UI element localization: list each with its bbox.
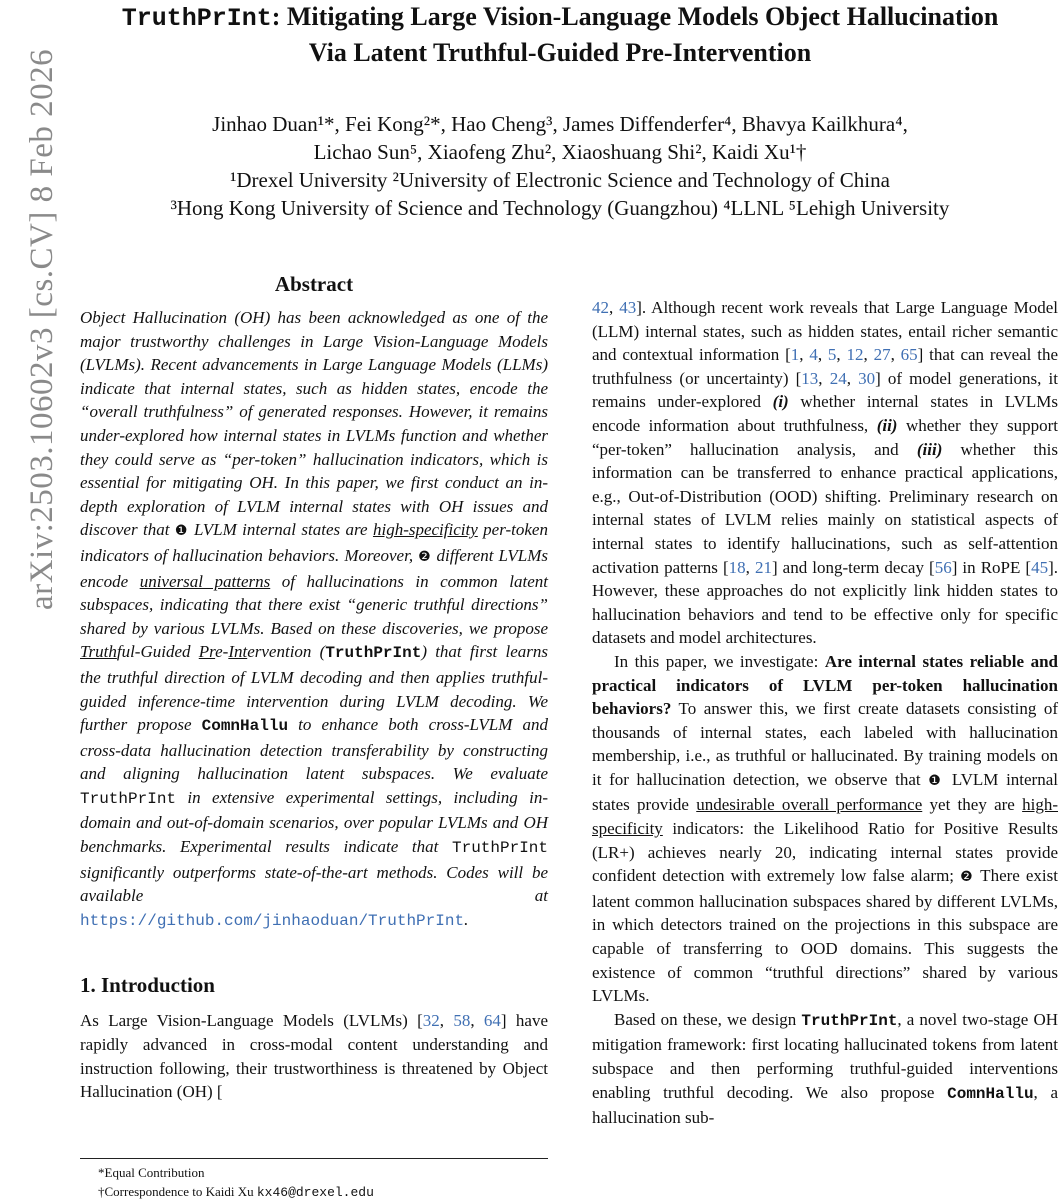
intro-text: ] in RoPE [ (951, 557, 1032, 577)
title-line2: Via Latent Truthful-Guided Pre-Intervention (308, 38, 812, 67)
footnote-correspondence (80, 1182, 548, 1200)
intro-text: ] of model generations, it remains under-explored (592, 368, 1058, 412)
arxiv-sidebar (0, 48, 60, 610)
abstract-text: ful-Guided (116, 642, 199, 662)
abstract-text: Object Hallucination (OH) has been acknowledged as one of the major trustworthy challenges in Large Vision-Language Models (LVLMs). Recent advancements in Large Language Models (LLMs) indicate that internal states, such as hidden states, encode the “overall truthfulness” of generated responses. However, it remains under-explored how internal states in LVLMs function and whether they could serve as “per-token” hallucination indicators, which is essential for mitigating OH. In this paper, we first conduct an in-depth exploration of LVLM internal states with OH issues and discover that (80, 308, 548, 540)
intro-text: yet they are (922, 795, 1023, 815)
enum-ii: (ii) (876, 415, 898, 435)
enum-i: (i) (772, 392, 789, 412)
underlined-term: Pr (198, 642, 216, 662)
intro-text: whether internal states in LVLMs encode information about truthfulness, (592, 392, 1058, 435)
intro-text: , a hallucination sub- (592, 1082, 1058, 1128)
citation-link[interactable]: 24 (829, 368, 847, 388)
intro-text: ] and long-term decay [ (771, 557, 935, 577)
abstract-text: LVLM internal states are (188, 520, 373, 540)
introduction-heading: 1. Introduction (80, 973, 215, 998)
bullet-one-icon: ❶ (174, 523, 189, 540)
paper-title (60, 0, 1060, 70)
abstract-text: of hallucinations in common latent subspaces, indicating that there exist “generic truthful directions” shared by various LVLMs. Based on these discoveries, we propose (80, 571, 548, 638)
title-line1: : Mitigating Large Vision-Language Models Object Hallucination (271, 2, 999, 31)
underlined-term: universal patterns (139, 571, 271, 591)
code-url-link[interactable]: https://github.com/jinhaoduan/TruthPrInt (80, 911, 465, 930)
citation-link[interactable]: 56 (934, 557, 952, 577)
intro-text: ]. However, these approaches do not explicitly link hidden states to hallucination behaviors and tend to be effective only for specific datasets and model architectures. (592, 557, 1059, 648)
comnhallu-name: ComnHallu (947, 1084, 1034, 1103)
intro-text: ] have rapidly advanced in cross-modal content understanding and instruction following, their trustworthiness is threatened by Object Hallucination (OH) [ (80, 1011, 548, 1102)
citation-link[interactable]: 43 (619, 298, 637, 317)
enum-iii: (iii) (916, 439, 943, 459)
intro-paragraph-2 (592, 650, 1058, 1008)
citation-link[interactable]: 21 (754, 557, 772, 577)
underlined-term: high-specificity (592, 795, 1059, 839)
intro-text: ]. Although recent work reveals that Large Language Model (LLM) internal states, such as hidden states, entail richer semantic and contextual information [ (592, 298, 1058, 365)
intro-text: whether they support “per-token” hallucination analysis, and (592, 415, 1058, 459)
intro-paragraph-1: 42, 43]. Although recent work reveals that Large Language Model (LLM) internal states, such as hidden states, entail richer semantic and contextual information [1, 4, 5, 12, 27, 65] that can reveal the truthfulness (or uncertainty) [13, 24, 30] of model generations, it remains under-explored (i) whether internal states in LVLMs encode information about truthfulness, (ii) whether they support “per-token” hallucination analysis, and (iii) whether this information can be transferred to enhance practical applications, e.g., Out-of-Distribution (OOD) shifting. Preliminary research on internal states of LVLM relies mainly on statistical aspects of internal states to identify hallucinations, such as self-attention activation patterns [18, 21] and long-term decay [56] in RoPE [45]. However, these approaches do not explicitly link hidden states to hallucination behaviors and tend to be effective only for specific datasets and model architectures. (592, 298, 1059, 648)
citation-link[interactable]: 30 (858, 368, 876, 388)
abstract-heading: Abstract (274, 272, 354, 296)
abstract-text: ) that first learns the truthful direction of LVLM decoding and then applies truthful-guided inference-time intervention during LVLM decoding. We further propose (80, 642, 549, 735)
abstract-text: significantly outperforms state-of-the-art methods. Codes will be available at (80, 862, 548, 906)
citation-link[interactable]: 12 (846, 345, 864, 365)
footnote-equal-contribution: *Equal Contribution (98, 1165, 205, 1180)
citation-link[interactable]: 27 (873, 345, 891, 365)
abstract-text: to enhance both cross-LVLM and cross-data hallucination detection transferability by constructing and aligning hallucination latent subspaces. We evaluate (80, 715, 548, 784)
author-block (60, 110, 1060, 222)
title-method-name: TruthPrInt (121, 4, 272, 33)
method-name-bold: TruthPrInt (801, 1011, 898, 1030)
authors-line1: Jinhao Duan¹*, Fei Kong²*, Hao Cheng³, James Diffenderfer⁴, Bhavya Kailkhura⁴, (212, 112, 908, 136)
citation-link[interactable]: 58 (453, 1011, 471, 1031)
abstract-text: ervention ( (247, 642, 326, 662)
arxiv-identifier: arXiv:2503.10602v3 [cs.CV] 8 Feb 2026 (24, 48, 60, 610)
citation-link[interactable]: 18 (728, 557, 746, 577)
intro-text: There exist latent common hallucination subspaces shared by different LVLMs, in which detectors trained on the projections in this subspace are capable of transferring to OOD domains. This suggests the existence of common “truthful directions” shared by various LVLMs. (592, 866, 1058, 1006)
underlined-term: undesirable overall performance (696, 795, 923, 815)
bullet-one-icon: ❶ (928, 772, 945, 789)
intro-text: indicators: the Likelihood Ratio for Positive Results (LR+) achieves nearly 20, indicating internal states provide confident detection with extremely low false alarm; (592, 819, 1058, 886)
footnotes (80, 1158, 548, 1200)
abstract-text: per-token indicators of hallucination behaviors. Moreover, (80, 520, 548, 565)
citation-link[interactable]: 64 (483, 1011, 501, 1031)
underlined-term: Truth (80, 642, 117, 662)
method-name-mono: TruthPrInt (80, 789, 177, 808)
intro-text: LVLM internal states provide (592, 769, 1058, 815)
intro-text: Based on these, we design (614, 1009, 802, 1029)
intro-text: As Large Vision-Language Models (LVLMs) [ (80, 1011, 423, 1031)
intro-text: ] that can reveal the truthfulness (or uncertainty) [ (592, 345, 1058, 388)
intro-text: whether this information can be transferred to enhance practical applications, e.g., Out-of-Distribution (OOD) shifting. Preliminary research on internal states of LVLM relies mainly on statistical aspects of internal states to identify hallucinations, such as self-attention activation patterns [ (592, 439, 1058, 577)
underlined-term: Int (228, 642, 248, 662)
method-name-mono: TruthPrInt (451, 839, 548, 858)
intro-text: In this paper, we investigate: (614, 651, 825, 671)
intro-text: To answer this, we first create datasets consisting of thousands of internal states, each labeled with hallucination membership, i.e., as truthful or hallucinated. By training models on it for hallucination detection, we observe that (592, 699, 1058, 789)
abstract-text: different LVLMs encode (80, 545, 548, 591)
citation-link[interactable]: 13 (801, 368, 819, 388)
intro-start: As Large Vision-Language Models (LVLMs) [32, 58, 64] have rapidly advanced in cross-modal content understanding and instruction following, their trustworthiness is threatened by Object Hallucination (OH) [ (80, 1011, 548, 1102)
method-name-bold: TruthPrInt (325, 644, 422, 663)
abstract-text: e- (215, 642, 229, 662)
citation-link[interactable]: 45 (1031, 557, 1049, 577)
citation-link[interactable]: 32 (422, 1011, 440, 1031)
intro-text: , a novel two-stage OH mitigation framework: first locating hallucinated tokens from latent subspace and then performing truthful-guided interventions enabling truthful decoding. We also propose (592, 1009, 1058, 1102)
footnote-text: †Correspondence to Kaidi Xu (98, 1184, 257, 1199)
left-column (80, 272, 548, 1104)
citation-link[interactable]: 1 (790, 345, 800, 365)
citation-link[interactable]: 5 (827, 345, 837, 365)
bullet-two-icon: ❷ (418, 548, 432, 565)
citation-link[interactable]: 4 (809, 345, 818, 365)
citation-link[interactable]: 42 (592, 298, 609, 317)
abstract-text: in extensive experimental settings, including in-domain and out-of-domain scenarios, over popular LVLMs and OH benchmarks. Experimental results indicate that (80, 787, 548, 857)
abstract-text: . (464, 909, 469, 929)
underlined-term: high-specificity (372, 520, 478, 540)
abstract-body (80, 306, 548, 933)
comnhallu-name: ComnHallu (201, 717, 289, 736)
authors-line2: Lichao Sun⁵, Xiaofeng Zhu², Xiaoshuang Shi², Kaidi Xu¹† (313, 140, 807, 164)
intro-paragraph-3 (592, 1008, 1058, 1130)
right-column (592, 296, 1058, 1130)
affiliations-line1: ¹Drexel University ²University of Electronic Science and Technology of China (230, 168, 890, 192)
affiliations-line2: ³Hong Kong University of Science and Technology (Guangzhou) ⁴LLNL ⁵Lehigh University (170, 196, 950, 220)
bullet-two-icon: ❷ (960, 869, 975, 886)
citation-link[interactable]: 65 (900, 345, 918, 365)
email-address[interactable]: kx46@drexel.edu (256, 1185, 374, 1200)
research-question: Are internal states reliable and practical indicators of LVLM per-token hallucination behaviors? (592, 651, 1058, 719)
